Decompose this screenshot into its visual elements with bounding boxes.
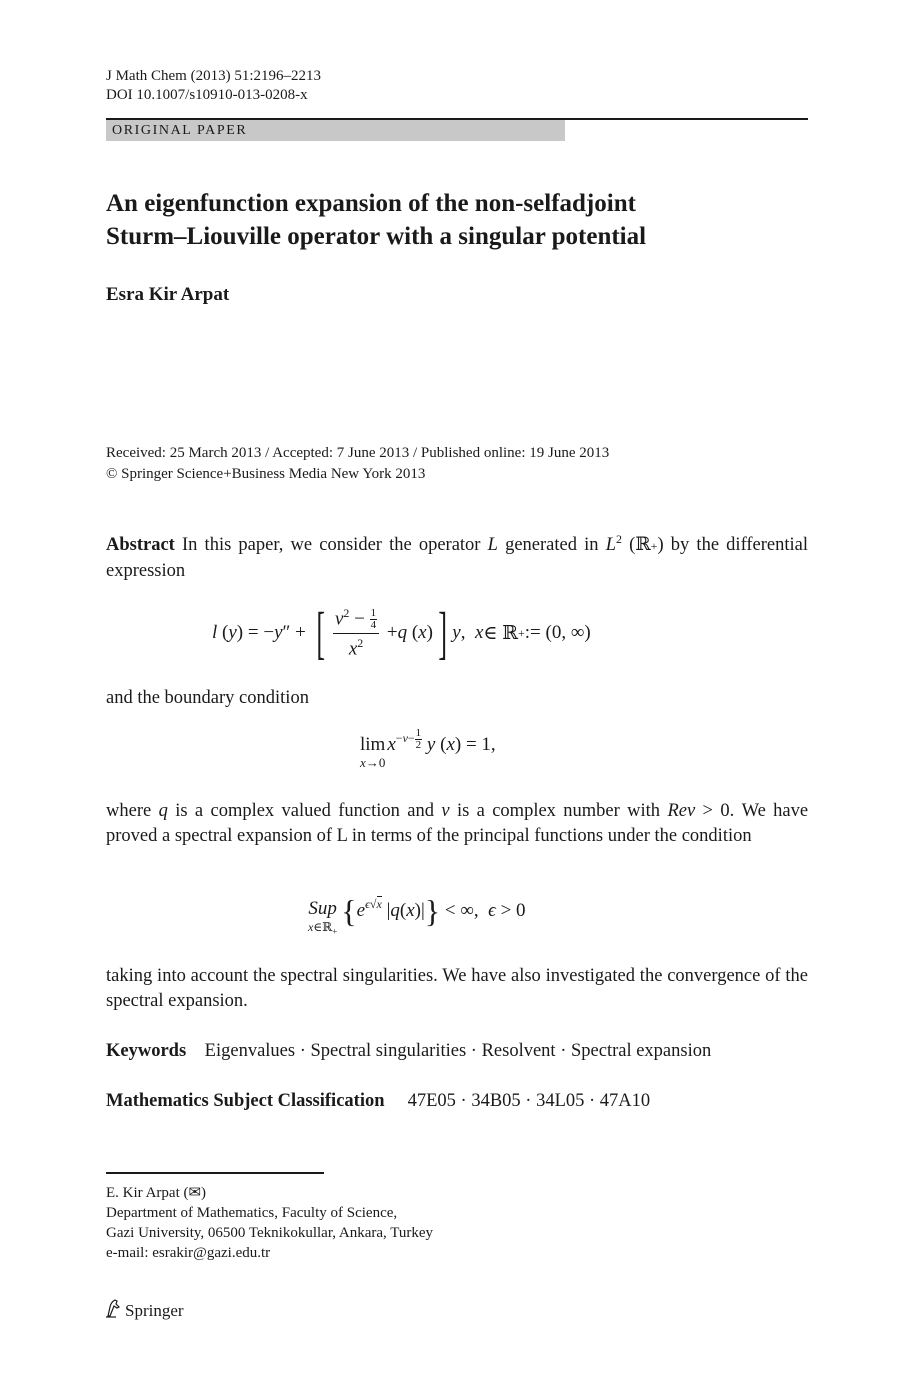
journal-citation: J Math Chem (2013) 51:2196–2213 (106, 68, 321, 84)
msc-heading: Mathematics Subject Classification (106, 1091, 385, 1111)
equation-boundary-condition: lim x→0 $x^{-\nu- \frac{1}{2}}$ y (x) = 1, (360, 726, 496, 770)
title-line-2: Sturm–Liouville operator with a singular potential (106, 223, 647, 250)
abstract-heading: Abstract (106, 535, 175, 556)
author-footnote (106, 1183, 433, 1263)
abstract-closing: taking into account the spectral singularities. We have also investigated the convergence of the spectral expansion. (106, 966, 808, 1011)
footnote-address: Gazi University, 06500 Teknikokullar, Ankara, Turkey (106, 1225, 434, 1241)
boundary-text: and the boundary condition (106, 688, 309, 708)
copyright-line: © Springer Science+Business Media New York 2013 (106, 466, 426, 482)
publisher-name: Springer (125, 1300, 184, 1320)
abstract-intro: Abstract In this paper, we consider the operator L generated in $L^2$ (ℝ+) by the differential expression (106, 532, 809, 581)
msc-codes: 47E05 · 34B05 · 34L05 · 47A10 (407, 1091, 651, 1111)
where-paragraph: where q is a complex valued function and ν is a complex number with Reν > 0. We have proved a spectral expansion of L in terms of the principal functions under the condition (106, 801, 809, 846)
springer-horse-icon (104, 1298, 122, 1323)
doi: DOI 10.1007/s10910-013-0208-x (106, 87, 308, 103)
footnote-dept: Department of Mathematics, Faculty of Science, (106, 1205, 398, 1221)
footnote-email: e-mail: esrakir@gazi.edu.tr (106, 1245, 271, 1261)
footnote-name: E. Kir Arpat (✉) (106, 1185, 207, 1201)
article-type-badge: ORIGINAL PAPER (106, 120, 565, 141)
publication-dates (106, 443, 609, 485)
journal-header (106, 67, 321, 105)
keywords-heading: Keywords (106, 1041, 187, 1061)
footnote-rule (106, 1172, 324, 1174)
equation-differential-expression: l ( y ) = − y ″ + [ $\nu^2$ − $\frac{1}{4}$ $x^2$ + q ( x ) ] y , x ∈ ℝ + := (0, ∞) (212, 600, 591, 665)
keywords-list: Eigenvalues · Spectral singularities · Resolvent · Spectral expansion (204, 1041, 712, 1061)
history-line: Received: 25 March 2013 / Accepted: 7 June 2013 / Published online: 19 June 2013 (106, 445, 610, 461)
paper-title (106, 187, 808, 253)
title-line-1: An eigenfunction expansion of the non-selfadjoint (106, 190, 636, 217)
publisher-logo (104, 1298, 184, 1323)
keywords (106, 1039, 808, 1064)
msc-classification (106, 1089, 808, 1114)
author-name: Esra Kir Arpat (106, 284, 230, 305)
equation-sup-condition: Sup x∈ℝ$_+$ { $e^{\epsilon√x}$ |q(x)| } < ∞, ϵ > 0 (308, 893, 526, 937)
